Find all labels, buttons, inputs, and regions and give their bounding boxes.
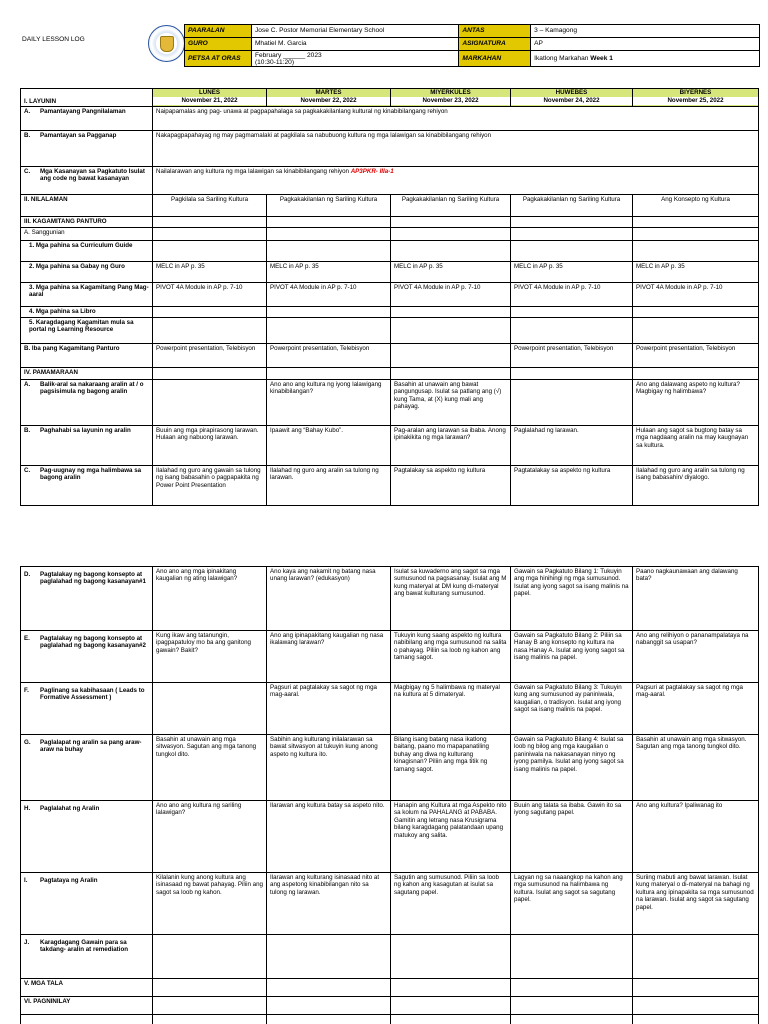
- konsepto1-miyerkules: Isulat sa kuwaderno ang sagot sa mga sumusunod na pagsasanay. Isulat ang M kung materyal at DM kung di-materyal ang bawat kulturang sumusunod.: [391, 567, 511, 631]
- konsepto1-martes: Ano kaya ang nakamit ng batang nasa unang larawan? (edukasyon): [267, 567, 391, 631]
- konsepto1-biyernes: Paano nagkaunawaan ang dalawang bata?: [633, 567, 759, 631]
- balik-aral-huwebes: [511, 380, 633, 426]
- paghahabi-biyernes: Hulaan ang sagot sa bugtong batay sa mga nagdaang aralin na may kaugnayan sa kultura.: [633, 426, 759, 466]
- gabay-biyernes: MELC in AP p. 35: [633, 262, 759, 283]
- balik-aral-martes: Ano ano ang kultura ng iyong lalawigang kinabibilangan?: [267, 380, 391, 426]
- day-name: MARTES: [315, 89, 342, 96]
- module-biyernes: PIVOT 4A Module in AP p. 7-10: [633, 283, 759, 307]
- day-lunes: [153, 89, 267, 107]
- konsepto1-lunes: Ano ano ang mga ipinakitang kaugalian ng ating lalawigan?: [153, 567, 267, 631]
- value-guro: Mhatiel M. Garcia: [251, 38, 458, 51]
- melc-code: AP3PKR- IIIa-1: [350, 168, 394, 175]
- markahan-text: Ikatlong Markahan: [534, 54, 589, 62]
- petsa-time: (10:30-11:20): [254, 58, 295, 66]
- paglinang-huwebes: Gawain sa Pagkatuto Bilang 3: Tukuyin kung ang sumusunod ay paniniwala, kaugalian, o tradisyon. Isulat ang iyong sagot sa isang malinis na papel.: [511, 683, 633, 735]
- label-text: Balik-aral sa nakaraang aralin at / o pagsisimula ng bagong aralin: [40, 381, 144, 396]
- lesson-table-part1: [20, 88, 759, 506]
- label-asignatura: ASIGNATURA: [459, 38, 531, 51]
- konsepto2-martes: Ano ang ipinapakitang kaugalian ng nasa ikalawang larawan?: [267, 631, 391, 683]
- paglalapat-huwebes: Gawain sa Pagkatuto Bilang 4: Isulat sa loob ng bilog ang mga kaugalian o paniniwala na nakasanayan ninyo ng iyong pamilya. Isulat ang iyong sagot sa isang malinis na papel.: [511, 735, 633, 801]
- row-label-a: A. Pamantayang Pangnilalaman: [21, 107, 153, 131]
- paglalahat-martes: Ilarawan ang kultura batay sa aspeto nito.: [267, 801, 391, 873]
- row-label-pb: B. Paghahabi sa layunin ng aralin: [21, 426, 153, 466]
- row-label-pa: A. Balik-aral sa nakaraang aralin at / o pagsisimula ng bagong aralin: [21, 380, 153, 426]
- pag-uugnay-biyernes: Ilalahad ng guro ang aralin sa tulong ng isang babasahin/ diyalogo.: [633, 466, 759, 506]
- nilalaman-miyerkules: Pagkakakilanlan ng Sariling Kultura: [391, 195, 511, 217]
- label-text: Pamantayan sa Pagganap: [40, 132, 117, 139]
- label-text: Mga Kasanayan sa Pagkatuto Isulat ang code ng bawat kasanayan: [40, 168, 145, 183]
- nilalaman-lunes: Pagkilala sa Sariling Kultura: [153, 195, 267, 217]
- day-date: November 23, 2022: [391, 97, 510, 105]
- nilalaman-martes: Pagkakakilanlan ng Sariling Kultura: [267, 195, 391, 217]
- label-text: Paglalapat ng aralin sa pang araw-araw na buhay: [40, 739, 142, 754]
- kagamitan-miyerkules: [391, 344, 511, 368]
- paglalapat-martes: Sabihin ang kulturang inilalarawan sa bawat sitwasyon at tukuyin kung anong aspeto ng kultura ito.: [267, 735, 391, 801]
- module-martes: PIVOT 4A Module in AP p. 7-10: [267, 283, 391, 307]
- pagtataya-lunes: Kilalanin kung anong kultura ang isinasaad ng bawat pahayag. Piliin ang sagot sa loob ng kahon.: [153, 873, 267, 935]
- section-kagamitan: III. KAGAMITANG PANTURO: [21, 217, 153, 228]
- kagamitang-pang-mag-aaral-label: 3. Mga pahina sa Kagamitang Pang Mag-aaral: [21, 283, 153, 307]
- label-markahan: MARKAHAN: [459, 51, 531, 67]
- paglalapat-biyernes: Basahin at unawain ang mga sitwasyon. Sagutan ang mga tanong tungkol dito.: [633, 735, 759, 801]
- learning-resource-label: 5. Karagdagang Kagamitan mula sa portal ng Learning Resource: [21, 318, 153, 344]
- kagamitan-huwebes: Powerpoint presentation, Telebisyon: [511, 344, 633, 368]
- day-miyerkules: [391, 89, 511, 107]
- day-biyernes: [633, 89, 759, 107]
- balik-aral-biyernes: Ano ang dalawang aspeto ng kultura? Magbigay ng halimbawa?: [633, 380, 759, 426]
- gabay-huwebes: MELC in AP p. 35: [511, 262, 633, 283]
- libro-label: 4. Mga pahina sa Libro: [21, 307, 153, 318]
- kagamitan-lunes: Powerpoint presentation, Telebisyon: [153, 344, 267, 368]
- label-text: Paghahabi sa layunin ng aralin: [40, 427, 131, 434]
- iba-pang-kagamitan-label: B. Iba pang Kagamitang Panturo: [21, 344, 153, 368]
- label-text: Karagdagang Gawain para sa takdang- aralin at remediation: [40, 939, 129, 954]
- section-nilalaman: II. NILALAMAN: [21, 195, 153, 217]
- module-miyerkules: PIVOT 4A Module in AP p. 7-10: [391, 283, 511, 307]
- module-lunes: PIVOT 4A Module in AP p. 7-10: [153, 283, 267, 307]
- paglinang-miyerkules: Magbigay ng 5 halimbawa ng materyal na kultura at 5 dimateryal.: [391, 683, 511, 735]
- paglinang-martes: Pagsuri at pagtalakay sa sagot ng mga mag-aaral.: [267, 683, 391, 735]
- label-text: Pag-uugnay ng mga halimbawa sa bagong aralin: [40, 467, 142, 482]
- paglalahat-lunes: Ano ano ang kultura ng sariling lalawigan?: [153, 801, 267, 873]
- day-martes: [267, 89, 391, 107]
- pagtataya-huwebes: Lagyan ng sa naaangkop na kahon ang mga sumusunod na halimbawa ng kultura. Isulat ang sagot sa sagutang papel.: [511, 873, 633, 935]
- konsepto2-biyernes: Ano ang relihiyon o pananampalataya na nabanggit sa usapan?: [633, 631, 759, 683]
- pamantayan-sa-pagganap-text: Nakapagpapahayag ng may pagmamalaki at pagkilala sa nabubuong kultura ng mga lalawigan sa kinabibilangang rehiyon: [153, 131, 759, 167]
- gabay-lunes: MELC in AP p. 35: [153, 262, 267, 283]
- day-name: BIYERNES: [679, 89, 712, 96]
- day-name: HUWEBES: [555, 89, 588, 96]
- day-date: November 22, 2022: [267, 97, 390, 105]
- pag-uugnay-martes: Ilalahad ng guro ang aralin sa tulong ng larawan.: [267, 466, 391, 506]
- label-petsa: PETSA AT ORAS: [185, 51, 252, 67]
- balik-aral-lunes: [153, 380, 267, 426]
- row-label-pd: D. Pagtalakay ng bagong konsepto at paglalahad ng bagong kasanayan#1: [21, 567, 153, 631]
- day-name: MIYERKULES: [430, 89, 471, 96]
- curriculum-guide-label: 1. Mga pahina sa Curriculum Guide: [21, 241, 153, 262]
- paghahabi-martes: Ipaawit ang “Bahay Kubo”.: [267, 426, 391, 466]
- balik-aral-miyerkules: Basahin at unawain ang bawat pangungusap. Isulat sa patlang ang (√) kung Tama, at (X) kung mali ang pahayag.: [391, 380, 511, 426]
- section-mga-tala: V. MGA TALA: [21, 979, 153, 997]
- paglalahat-miyerkules: Hanapin ang Kultura at mga Aspekto nito sa kolum na PAHALANG at PABABA. Gamitin ang letrang nasa Krusigrama bilang karagdagang palatandaan upang matukoy ang salita.: [391, 801, 511, 873]
- paglalapat-miyerkules: Bilang isang batang nasa ikatlong baitang, paano mo mapapanatiling buhay ang diwa ng kulturang kinagisnan? Piliin ang mga titik ng tamang sagot.: [391, 735, 511, 801]
- row-label-pi: I. Pagtataya ng Aralin: [21, 873, 153, 935]
- gabay-miyerkules: MELC in AP p. 35: [391, 262, 511, 283]
- row-label-c: C. Mga Kasanayan sa Pagkatuto Isulat ang code ng bawat kasanayan: [21, 167, 153, 195]
- label-guro: GURO: [185, 38, 252, 51]
- label-text: Paglalahat ng Aralin: [40, 805, 100, 812]
- label-antas: ANTAS: [459, 25, 531, 38]
- label-text: Paglinang sa kabihasaan ( Leads to Formative Assessment ): [40, 687, 145, 702]
- row-label-pj: J. Karagdagang Gawain para sa takdang- aralin at remediation: [21, 935, 153, 979]
- konsepto1-huwebes: Gawain sa Pagkatuto Bilang 1: Tukuyin ang mga hinihingi ng mga sumusunod. Isulat ang iyong sagot sa isang malinis na papel.: [511, 567, 633, 631]
- row-label-pg: G. Paglalapat ng aralin sa pang araw-araw na buhay: [21, 735, 153, 801]
- kagamitan-martes: Powerpoint presentation, Telebisyon: [267, 344, 391, 368]
- row-label-pc: C. Pag-uugnay ng mga halimbawa sa bagong aralin: [21, 466, 153, 506]
- gabay-ng-guro-label: 2. Mga pahina sa Gabay ng Guro: [21, 262, 153, 283]
- gabay-martes: MELC in AP p. 35: [267, 262, 391, 283]
- section-pamamaraan: IV. PAMAMARAAN: [21, 368, 153, 380]
- row-label-b: B. Pamantayan sa Pagganap: [21, 131, 153, 167]
- pag-uugnay-lunes: Ilalahad ng guro ang gawain sa tulong ng isang babasahin o pagpapakita ng Power Point Presentation: [153, 466, 267, 506]
- label-text: Pagtalakay ng bagong konsepto at paglalahad ng bagong kasanayan#1: [40, 571, 146, 586]
- value-paaralan: Jose C. Postor Memorial Elementary School: [251, 25, 458, 38]
- sanggunian-label: A. Sanggunian: [21, 228, 153, 241]
- label-text: Pagtataya ng Aralin: [40, 877, 98, 884]
- paglalahat-biyernes: Ano ang kultura? Ipaliwanag ito: [633, 801, 759, 873]
- konsepto2-miyerkules: Tukuyin kung saang aspekto ng kultura nabibilang ang mga sumusunod na salita o pahayag. Piliin sa loob ng kahon ang tamang sagot.: [391, 631, 511, 683]
- paglalahat-huwebes: Buuin ang talata sa ibaba. Gawin ito sa iyong sagutang papel.: [511, 801, 633, 873]
- section-pagninilay: VI. PAGNINILAY: [21, 997, 153, 1015]
- row-label-ph: H. Paglalahat ng Aralin: [21, 801, 153, 873]
- module-huwebes: PIVOT 4A Module in AP p. 7-10: [511, 283, 633, 307]
- paglinang-biyernes: Pagsuri at pagtalakay sa sagot ng mga mag-aaral.: [633, 683, 759, 735]
- label-paaralan: PAARALAN: [185, 25, 252, 38]
- value-antas: 3 – Kamagong: [531, 25, 760, 38]
- pamantayang-pangnilalaman-text: Naipapamalas ang pag- unawa at pagpapahalaga sa pagkakakilanlang kultural ng kinabibilangang rehiyon: [153, 107, 759, 131]
- value-markahan: [531, 51, 760, 67]
- kagamitan-biyernes: Powerpoint presentation, Telebisyon: [633, 344, 759, 368]
- pag-uugnay-miyerkules: Pagtalakay sa aspekto ng kultura: [391, 466, 511, 506]
- kasanayan-text: [153, 167, 759, 195]
- konsepto2-huwebes: Gawain sa Pagkatuto Bilang 2: Piliin sa Hanay B ang konsepto ng kultura na nasa Hanay A. Isulat ang iyong sagot sa isang malinis na papel.: [511, 631, 633, 683]
- kasanayan-desc: Nailalarawan ang kultura ng mga lalawigan sa kinabibilangang rehiyon: [156, 168, 349, 175]
- paghahabi-lunes: Buuin ang mga pirapirasong larawan. Hulaan ang nabuong larawan.: [153, 426, 267, 466]
- header-info-table: [184, 24, 760, 67]
- paghahabi-miyerkules: Pag-aralan ang larawan sa ibaba. Anong ipinakikita ng mga larawan?: [391, 426, 511, 466]
- pagtataya-martes: Ilarawan ang kulturang isinasaad nito at ang aspetong kinabibilangan nito sa tulong ng larawan.: [267, 873, 391, 935]
- konsepto2-lunes: Kung ikaw ang tatanungin, ipagpapatuloy mo ba ang ganitong gawain? Bakit?: [153, 631, 267, 683]
- pagtataya-miyerkules: Sagutin ang sumusunod. Piliin sa loob ng kahon ang kasagutan at isulat sa sagutang papel.: [391, 873, 511, 935]
- label-text: Pamantayang Pangnilalaman: [40, 108, 126, 115]
- deped-seal-icon: [148, 25, 185, 62]
- row-label-pf: F. Paglinang sa kabihasaan ( Leads to Formative Assessment ): [21, 683, 153, 735]
- document-title: DAILY LESSON LOG: [22, 36, 85, 43]
- value-petsa: [251, 51, 458, 67]
- lesson-table-part2: [20, 566, 759, 1024]
- markahan-week: Week 1: [590, 54, 613, 62]
- day-date: November 25, 2022: [633, 97, 758, 105]
- day-name: LUNES: [199, 89, 220, 96]
- paglinang-lunes: [153, 683, 267, 735]
- day-huwebes: [511, 89, 633, 107]
- section-layunin: I. LAYUNIN: [21, 89, 153, 107]
- paghahabi-huwebes: Paglalahad ng larawan.: [511, 426, 633, 466]
- nilalaman-biyernes: Ang Konsepto ng Kultura: [633, 195, 759, 217]
- petsa-date: February ______ 2023: [254, 51, 322, 59]
- pag-uugnay-huwebes: Pagtatalakay sa aspekto ng kultura: [511, 466, 633, 506]
- pagtataya-biyernes: Suriing mabuti ang bawat larawan. Isulat kung materyal o di-materyal na bahagi ng kultura ang ipinapakita sa mga sumusunod na larawan. Isulat ang sagot sa sagutang papel.: [633, 873, 759, 935]
- value-asignatura: AP: [531, 38, 760, 51]
- header: [20, 24, 760, 64]
- day-date: November 21, 2022: [153, 97, 266, 105]
- paglalapat-lunes: Basahin at unawain ang mga sitwasyon. Sagutan ang mga tanong tungkol dito.: [153, 735, 267, 801]
- nilalaman-huwebes: Pagkakakilanlan ng Sariling Kultura: [511, 195, 633, 217]
- row-label-pe: E. Pagtalakay ng bagong konsepto at paglalahad ng bagong kasanayan#2: [21, 631, 153, 683]
- day-date: November 24, 2022: [511, 97, 632, 105]
- label-text: Pagtalakay ng bagong konsepto at paglalahad ng bagong kasanayan#2: [40, 635, 146, 650]
